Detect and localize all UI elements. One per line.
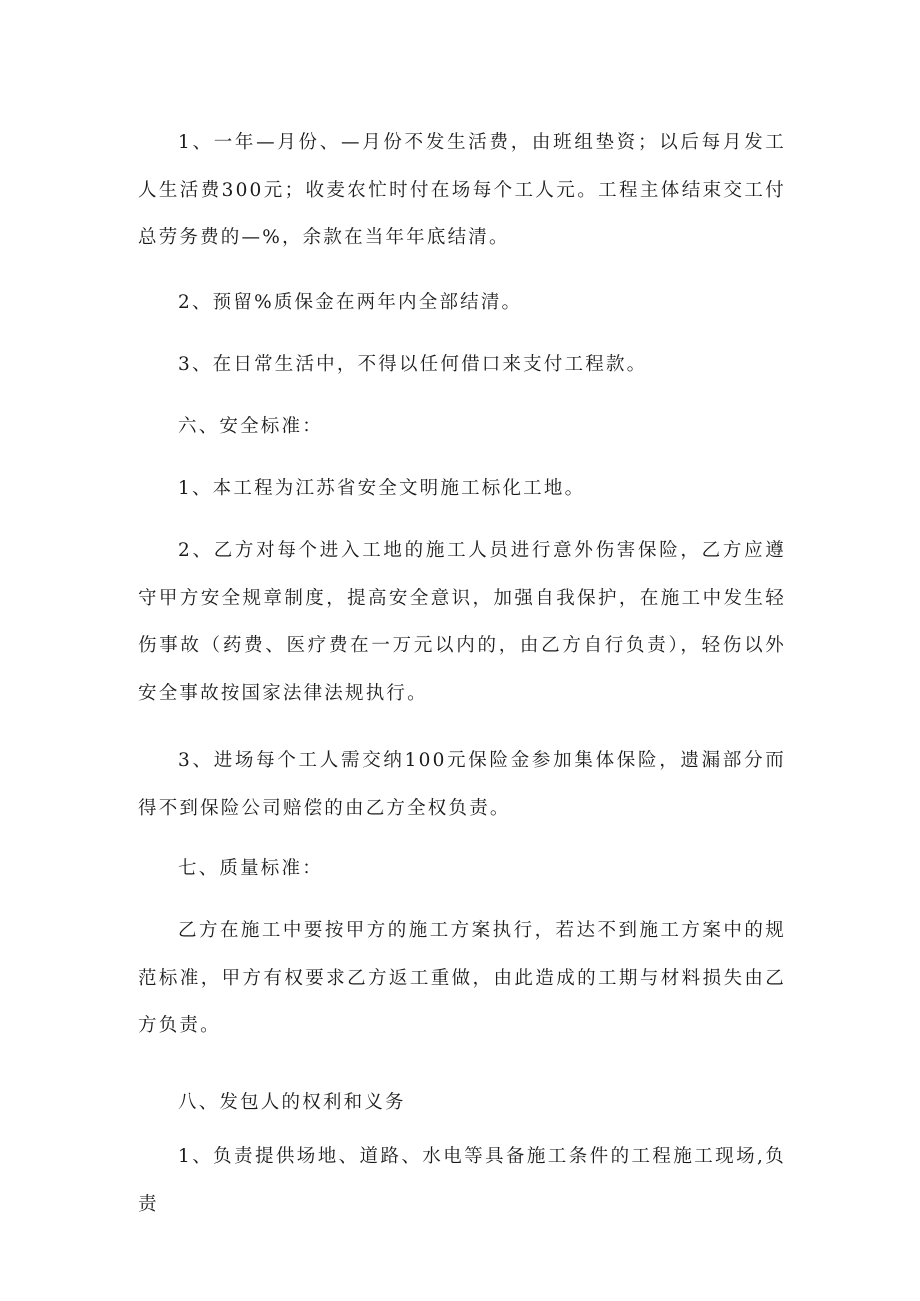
section-heading-employer-rights: 八、发包人的权利和义务	[178, 1092, 406, 1113]
section-heading-quality: 七、质量标准：	[178, 858, 323, 879]
quality-clause: 乙方在施工中要按甲方的施工方案执行，若达不到施工方案中的规范标准，甲方有权要求乙方返工重做，由此造成的工期与材料损失由乙方负责。	[138, 920, 786, 1036]
safety-clause-3: 3、进场每个工人需交纳100元保险金参加集体保险，遗漏部分而得不到保险公司赔偿的由乙方全权负责。	[138, 750, 786, 819]
safety-clause-1: 1、本工程为江苏省安全文明施工标化工地。	[178, 478, 586, 499]
employer-clause-1: 1、负责提供场地、道路、水电等具备施工条件的工程施工现场,负责	[138, 1146, 786, 1215]
section-heading-safety: 六、安全标准：	[178, 416, 323, 437]
safety-clause-2: 2、乙方对每个进入工地的施工人员进行意外伤害保险，乙方应遵守甲方安全规章制度，提高安全意识，加强自我保护，在施工中发生轻伤事故（药费、医疗费在一万元以内的，由乙方自行负责），轻伤以外安全事故按国家法律法规执行。	[138, 540, 786, 704]
payment-clause-1: 1、一年—月份、—月份不发生活费，由班组垫资；以后每月发工人生活费300元；收麦农忙时付在场每个工人元。工程主体结束交工付总劳务费的—%，余款在当年年底结清。	[138, 132, 786, 248]
payment-clause-2: 2、预留%质保金在两年内全部结清。	[178, 292, 523, 313]
payment-clause-3: 3、在日常生活中，不得以任何借口来支付工程款。	[178, 354, 648, 375]
